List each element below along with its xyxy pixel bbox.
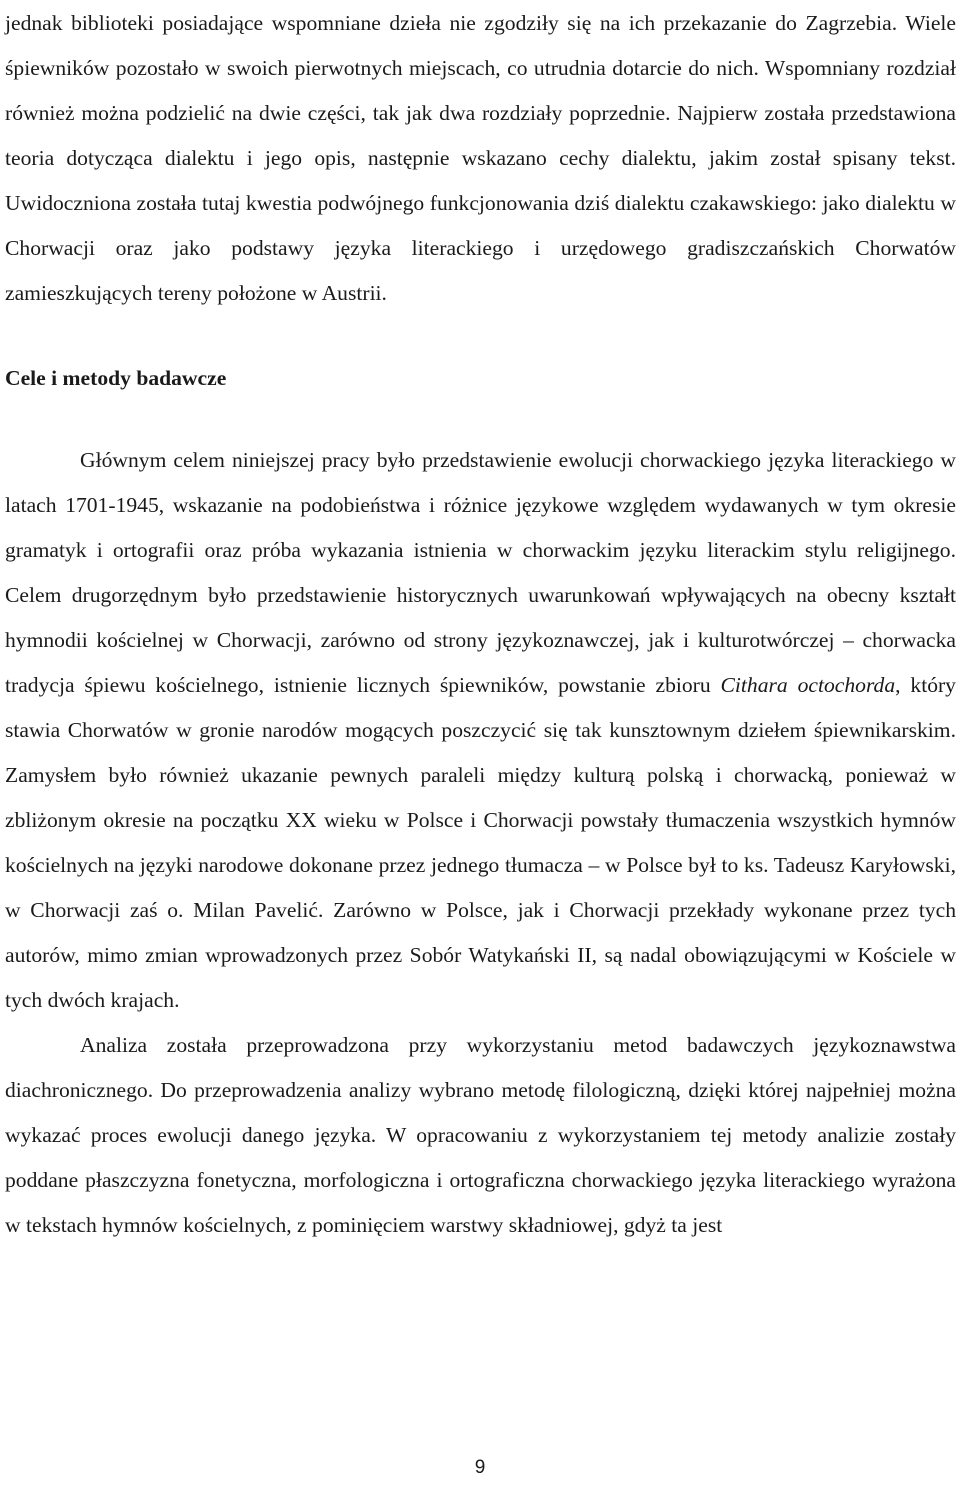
section-heading: Cele i metody badawcze [5, 366, 227, 390]
body-paragraph-3: Analiza została przeprowadzona przy wykorzystaniu metod badawczych językoznawstwa diachronicznego. Do przeprowadzenia analizy wybrano metodę filologiczną, dzięki której najpełniej można wykazać proces ewolucji danego języka. W opracowaniu z wykorzystaniem tej metody analizie zostały poddane płaszczyzna fonetyczna, morfologiczna i ortograficzna chorwackiego języka literackiego wyrażona w tekstach hymnów kościelnych, z pominięciem warstwy składniowej, gdyż ta jest [5, 1033, 956, 1237]
page-number: 9 [474, 1457, 486, 1478]
italic-work-title: Cithara octochorda [720, 673, 896, 697]
paragraph-2-text-1: Głównym celem niniejszej pracy było przedstawienie ewolucji chorwackiego języka literackiego w latach 1701-1945, wskazanie na podobieństwa i różnice językowe względem wydawanych w tym okresie gramatyk i ortografii oraz próba wykazania istnienia w chorwackim języku literackim stylu religijnego. Celem drugorzędnym było przedstawienie historycznych uwarunkowań wpływających na obecny kształt hymnodii kościelnej w Chorwacji, zarówno od strony językoznawczej, jak i kulturotwórczej – chorwacka tradycja śpiewu kościelnego, istnienie licznych śpiewników, powstanie zbioru [5, 448, 956, 697]
document-page [5, 0, 956, 1248]
paragraph-2-text-2: , który stawia Chorwatów w gronie narodów mogących poszczycić się tak kunsztownym dziełem śpiewnikarskim. Zamysłem było również ukazanie pewnych paraleli między kulturą polską i chorwacką, ponieważ w zbliżonym okresie na początku XX wieku w Polsce i Chorwacji powstały tłumaczenia wszystkich hymnów kościelnych na języki narodowe dokonane przez jednego tłumacza – w Polsce był to ks. Tadeusz Karyłowski, w Chorwacji zaś o. Milan Pavelić. Zarówno w Polsce, jak i Chorwacji przekłady wykonane przez tych autorów, mimo zmian wprowadzonych przez Sobór Watykański II, są nadal obowiązującymi w Kościele w tych dwóch krajach. [5, 673, 956, 1012]
body-paragraph-2 [5, 438, 956, 1023]
body-paragraph-1: jednak biblioteki posiadające wspomniane dzieła nie zgodziły się na ich przekazanie do Zagrzebia. Wiele śpiewników pozostało w swoich pierwotnych miejscach, co utrudnia dotarcie do nich. Wspomniany rozdział również można podzielić na dwie części, tak jak dwa rozdziały poprzednie. Najpierw została przedstawiona teoria dotycząca dialektu i jego opis, następnie wskazano cechy dialektu, jakim został spisany tekst. Uwidoczniona została tutaj kwestia podwójnego funkcjonowania dziś dialektu czakawskiego: jako dialektu w Chorwacji oraz jako podstawy języka literackiego i urzędowego gradiszczańskich Chorwatów zamieszkujących tereny położone w Austrii. [5, 11, 956, 305]
